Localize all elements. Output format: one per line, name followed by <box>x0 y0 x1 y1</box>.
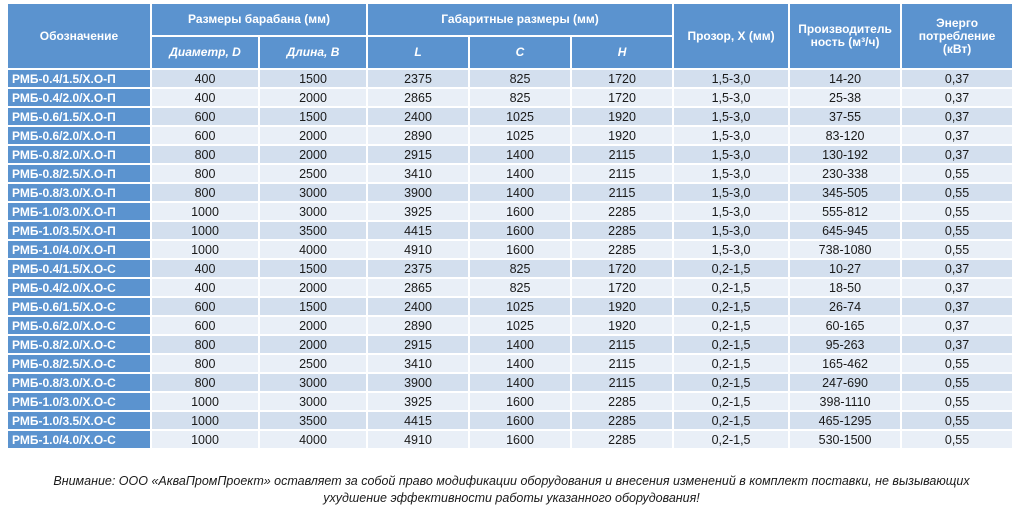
cell-productivity: 345-505 <box>789 183 901 202</box>
cell-gap: 1,5-3,0 <box>673 164 789 183</box>
cell-dim-C: 1025 <box>469 107 571 126</box>
cell-gap: 1,5-3,0 <box>673 69 789 88</box>
cell-diameter: 1000 <box>151 392 259 411</box>
table-row <box>7 202 1013 221</box>
cell-dim-L: 3900 <box>367 373 469 392</box>
cell-model-name: РМБ-0.8/2.5/Х.О-С <box>7 354 151 373</box>
table-row <box>7 88 1013 107</box>
header-L: L <box>367 36 469 69</box>
cell-power: 0,37 <box>901 69 1013 88</box>
cell-dim-L: 2865 <box>367 278 469 297</box>
cell-gap: 0,2-1,5 <box>673 373 789 392</box>
table-row <box>7 107 1013 126</box>
cell-dim-H: 1920 <box>571 107 673 126</box>
cell-length: 2000 <box>259 88 367 107</box>
cell-dim-H: 1920 <box>571 126 673 145</box>
cell-gap: 1,5-3,0 <box>673 107 789 126</box>
specification-table <box>6 2 1014 450</box>
cell-productivity: 60-165 <box>789 316 901 335</box>
header-designation: Обозначение <box>7 3 151 69</box>
cell-gap: 1,5-3,0 <box>673 240 789 259</box>
cell-gap: 0,2-1,5 <box>673 316 789 335</box>
table-row <box>7 240 1013 259</box>
cell-model-name: РМБ-1.0/3.5/Х.О-С <box>7 411 151 430</box>
cell-productivity: 465-1295 <box>789 411 901 430</box>
cell-model-name: РМБ-0.8/2.0/Х.О-С <box>7 335 151 354</box>
cell-dim-H: 1920 <box>571 316 673 335</box>
cell-gap: 0,2-1,5 <box>673 278 789 297</box>
cell-diameter: 800 <box>151 183 259 202</box>
cell-model-name: РМБ-1.0/3.0/Х.О-С <box>7 392 151 411</box>
cell-length: 2000 <box>259 278 367 297</box>
cell-power: 0,37 <box>901 335 1013 354</box>
table-row <box>7 316 1013 335</box>
cell-diameter: 600 <box>151 126 259 145</box>
cell-dim-H: 1720 <box>571 259 673 278</box>
cell-power: 0,37 <box>901 297 1013 316</box>
cell-power: 0,37 <box>901 278 1013 297</box>
cell-model-name: РМБ-0.8/3.0/Х.О-С <box>7 373 151 392</box>
cell-power: 0,37 <box>901 126 1013 145</box>
cell-length: 3000 <box>259 392 367 411</box>
cell-dim-H: 1720 <box>571 69 673 88</box>
cell-dim-C: 1025 <box>469 126 571 145</box>
cell-gap: 0,2-1,5 <box>673 411 789 430</box>
cell-productivity: 645-945 <box>789 221 901 240</box>
cell-dim-H: 2285 <box>571 221 673 240</box>
cell-power: 0,55 <box>901 373 1013 392</box>
table-row <box>7 354 1013 373</box>
cell-dim-H: 1720 <box>571 88 673 107</box>
cell-dim-H: 2285 <box>571 430 673 449</box>
cell-model-name: РМБ-0.6/2.0/Х.О-П <box>7 126 151 145</box>
cell-productivity: 247-690 <box>789 373 901 392</box>
cell-dim-L: 3410 <box>367 164 469 183</box>
cell-length: 3000 <box>259 373 367 392</box>
cell-diameter: 800 <box>151 164 259 183</box>
table-row <box>7 69 1013 88</box>
cell-length: 2500 <box>259 164 367 183</box>
cell-gap: 1,5-3,0 <box>673 221 789 240</box>
table-row <box>7 221 1013 240</box>
cell-model-name: РМБ-1.0/4.0/Х.О-С <box>7 430 151 449</box>
cell-dim-L: 3925 <box>367 202 469 221</box>
cell-model-name: РМБ-1.0/3.5/Х.О-П <box>7 221 151 240</box>
cell-gap: 0,2-1,5 <box>673 392 789 411</box>
cell-dim-C: 1600 <box>469 411 571 430</box>
cell-dim-L: 2400 <box>367 297 469 316</box>
header-power: Энерго потребление (кВт) <box>901 3 1013 69</box>
cell-dim-H: 1920 <box>571 297 673 316</box>
cell-dim-H: 2115 <box>571 373 673 392</box>
cell-gap: 1,5-3,0 <box>673 145 789 164</box>
cell-diameter: 800 <box>151 373 259 392</box>
cell-diameter: 400 <box>151 259 259 278</box>
cell-gap: 1,5-3,0 <box>673 88 789 107</box>
cell-length: 2500 <box>259 354 367 373</box>
cell-model-name: РМБ-1.0/4.0/Х.О-П <box>7 240 151 259</box>
cell-diameter: 400 <box>151 88 259 107</box>
cell-length: 3500 <box>259 411 367 430</box>
cell-productivity: 165-462 <box>789 354 901 373</box>
cell-productivity: 555-812 <box>789 202 901 221</box>
cell-diameter: 1000 <box>151 240 259 259</box>
cell-diameter: 400 <box>151 278 259 297</box>
cell-productivity: 398-1110 <box>789 392 901 411</box>
disclaimer-note <box>10 473 1013 507</box>
cell-productivity: 738-1080 <box>789 240 901 259</box>
table-row <box>7 411 1013 430</box>
cell-dim-H: 1720 <box>571 278 673 297</box>
table-row <box>7 297 1013 316</box>
table-row <box>7 430 1013 449</box>
cell-model-name: РМБ-0.4/1.5/Х.О-П <box>7 69 151 88</box>
table-row <box>7 392 1013 411</box>
cell-dim-L: 2915 <box>367 335 469 354</box>
cell-dim-C: 1600 <box>469 202 571 221</box>
cell-dim-H: 2115 <box>571 183 673 202</box>
cell-length: 3000 <box>259 202 367 221</box>
disclaimer-line-1: Внимание: ООО «АкваПромПроект» оставляет за собой право модификации оборудования и внесения изменений в комплект поставки, не вызывающих <box>53 474 970 488</box>
cell-power: 0,37 <box>901 316 1013 335</box>
cell-model-name: РМБ-0.4/2.0/Х.О-П <box>7 88 151 107</box>
header-gap: Прозор, X (мм) <box>673 3 789 69</box>
table-row <box>7 335 1013 354</box>
cell-power: 0,55 <box>901 202 1013 221</box>
cell-model-name: РМБ-0.4/2.0/Х.О-С <box>7 278 151 297</box>
cell-model-name: РМБ-0.8/3.0/Х.О-П <box>7 183 151 202</box>
cell-dim-L: 2865 <box>367 88 469 107</box>
cell-dim-L: 2890 <box>367 126 469 145</box>
cell-diameter: 1000 <box>151 430 259 449</box>
cell-dim-L: 2375 <box>367 259 469 278</box>
table-row <box>7 126 1013 145</box>
cell-productivity: 83-120 <box>789 126 901 145</box>
cell-diameter: 1000 <box>151 202 259 221</box>
table-row <box>7 373 1013 392</box>
cell-productivity: 14-20 <box>789 69 901 88</box>
cell-power: 0,55 <box>901 183 1013 202</box>
cell-dim-C: 1400 <box>469 354 571 373</box>
cell-productivity: 530-1500 <box>789 430 901 449</box>
cell-diameter: 800 <box>151 145 259 164</box>
table-row <box>7 183 1013 202</box>
cell-dim-C: 1400 <box>469 335 571 354</box>
cell-power: 0,37 <box>901 107 1013 126</box>
cell-gap: 0,2-1,5 <box>673 354 789 373</box>
cell-dim-C: 1400 <box>469 164 571 183</box>
cell-dim-L: 2915 <box>367 145 469 164</box>
header-productivity: Производитель ность (м³/ч) <box>789 3 901 69</box>
cell-diameter: 800 <box>151 335 259 354</box>
cell-power: 0,37 <box>901 259 1013 278</box>
cell-dim-L: 3410 <box>367 354 469 373</box>
cell-dim-L: 2400 <box>367 107 469 126</box>
cell-model-name: РМБ-0.4/1.5/Х.О-С <box>7 259 151 278</box>
cell-productivity: 26-74 <box>789 297 901 316</box>
cell-power: 0,37 <box>901 145 1013 164</box>
table-row <box>7 145 1013 164</box>
table-body <box>7 69 1013 449</box>
cell-dim-H: 2285 <box>571 240 673 259</box>
cell-diameter: 600 <box>151 107 259 126</box>
cell-gap: 0,2-1,5 <box>673 430 789 449</box>
cell-power: 0,55 <box>901 392 1013 411</box>
cell-length: 1500 <box>259 297 367 316</box>
cell-power: 0,55 <box>901 240 1013 259</box>
cell-diameter: 600 <box>151 297 259 316</box>
cell-dim-C: 1600 <box>469 240 571 259</box>
cell-dim-L: 4910 <box>367 430 469 449</box>
cell-dim-H: 2115 <box>571 145 673 164</box>
cell-dim-L: 4415 <box>367 221 469 240</box>
table-row <box>7 259 1013 278</box>
cell-dim-L: 2375 <box>367 69 469 88</box>
cell-diameter: 800 <box>151 354 259 373</box>
cell-gap: 1,5-3,0 <box>673 202 789 221</box>
cell-dim-C: 1600 <box>469 430 571 449</box>
cell-dim-C: 825 <box>469 259 571 278</box>
cell-dim-C: 825 <box>469 88 571 107</box>
cell-gap: 1,5-3,0 <box>673 126 789 145</box>
cell-dim-H: 2285 <box>571 411 673 430</box>
cell-diameter: 1000 <box>151 221 259 240</box>
header-length: Длина, B <box>259 36 367 69</box>
cell-productivity: 95-263 <box>789 335 901 354</box>
cell-dim-C: 825 <box>469 69 571 88</box>
cell-gap: 0,2-1,5 <box>673 335 789 354</box>
table-row <box>7 164 1013 183</box>
cell-gap: 0,2-1,5 <box>673 259 789 278</box>
cell-dim-C: 1400 <box>469 183 571 202</box>
cell-length: 2000 <box>259 335 367 354</box>
cell-length: 1500 <box>259 259 367 278</box>
header-drum-dimensions: Размеры барабана (мм) <box>151 3 367 36</box>
cell-dim-L: 4415 <box>367 411 469 430</box>
cell-dim-L: 2890 <box>367 316 469 335</box>
cell-gap: 1,5-3,0 <box>673 183 789 202</box>
cell-productivity: 230-338 <box>789 164 901 183</box>
cell-productivity: 37-55 <box>789 107 901 126</box>
cell-dim-H: 2115 <box>571 164 673 183</box>
cell-dim-C: 1025 <box>469 316 571 335</box>
cell-power: 0,55 <box>901 164 1013 183</box>
cell-dim-C: 1025 <box>469 297 571 316</box>
cell-productivity: 25-38 <box>789 88 901 107</box>
cell-dim-C: 1400 <box>469 373 571 392</box>
cell-diameter: 400 <box>151 69 259 88</box>
cell-dim-H: 2115 <box>571 335 673 354</box>
cell-productivity: 10-27 <box>789 259 901 278</box>
header-diameter: Диаметр, D <box>151 36 259 69</box>
cell-model-name: РМБ-0.8/2.5/Х.О-П <box>7 164 151 183</box>
header-H: H <box>571 36 673 69</box>
cell-gap: 0,2-1,5 <box>673 297 789 316</box>
cell-diameter: 600 <box>151 316 259 335</box>
cell-productivity: 130-192 <box>789 145 901 164</box>
cell-power: 0,55 <box>901 221 1013 240</box>
cell-model-name: РМБ-0.6/1.5/Х.О-С <box>7 297 151 316</box>
cell-length: 4000 <box>259 430 367 449</box>
cell-length: 3500 <box>259 221 367 240</box>
cell-length: 1500 <box>259 69 367 88</box>
cell-dim-L: 3900 <box>367 183 469 202</box>
cell-diameter: 1000 <box>151 411 259 430</box>
table-row <box>7 278 1013 297</box>
cell-productivity: 18-50 <box>789 278 901 297</box>
cell-dim-H: 2285 <box>571 392 673 411</box>
cell-dim-C: 825 <box>469 278 571 297</box>
cell-length: 2000 <box>259 316 367 335</box>
cell-dim-C: 1600 <box>469 392 571 411</box>
cell-power: 0,55 <box>901 411 1013 430</box>
cell-power: 0,37 <box>901 88 1013 107</box>
cell-length: 3000 <box>259 183 367 202</box>
cell-power: 0,55 <box>901 430 1013 449</box>
cell-dim-C: 1400 <box>469 145 571 164</box>
cell-dim-H: 2285 <box>571 202 673 221</box>
cell-dim-L: 3925 <box>367 392 469 411</box>
cell-model-name: РМБ-0.8/2.0/Х.О-П <box>7 145 151 164</box>
cell-model-name: РМБ-0.6/1.5/Х.О-П <box>7 107 151 126</box>
cell-length: 4000 <box>259 240 367 259</box>
cell-model-name: РМБ-0.6/2.0/Х.О-С <box>7 316 151 335</box>
cell-model-name: РМБ-1.0/3.0/Х.О-П <box>7 202 151 221</box>
cell-length: 2000 <box>259 126 367 145</box>
cell-dim-C: 1600 <box>469 221 571 240</box>
cell-length: 1500 <box>259 107 367 126</box>
cell-length: 2000 <box>259 145 367 164</box>
header-overall-dimensions: Габаритные размеры (мм) <box>367 3 673 36</box>
cell-power: 0,55 <box>901 354 1013 373</box>
disclaimer-line-2: ухудшение эффективности работы указанного оборудования! <box>323 491 700 505</box>
header-C: C <box>469 36 571 69</box>
cell-dim-H: 2115 <box>571 354 673 373</box>
cell-dim-L: 4910 <box>367 240 469 259</box>
